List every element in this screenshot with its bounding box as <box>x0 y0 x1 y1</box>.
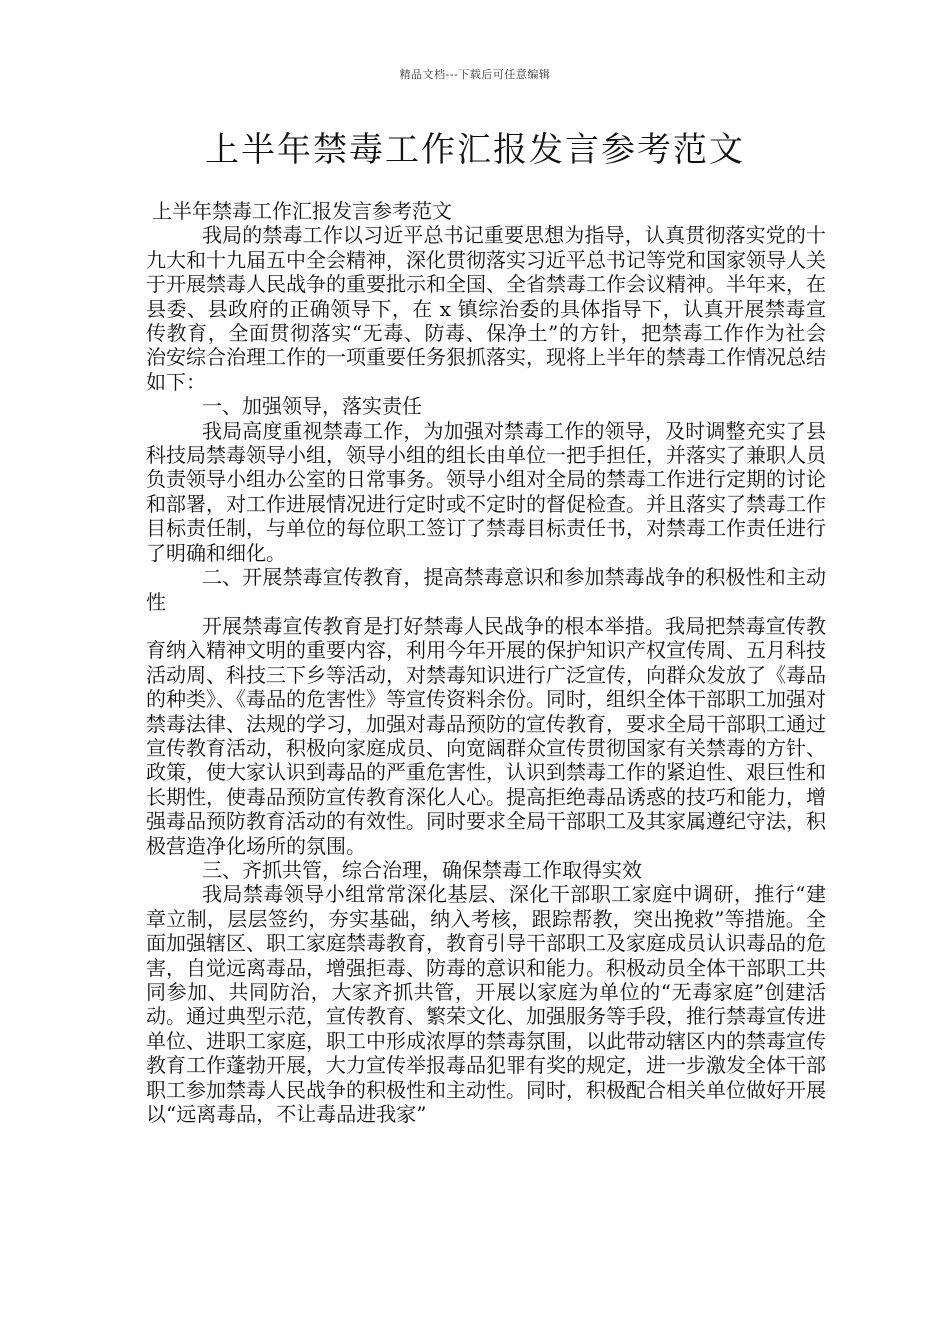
document-body <box>146 199 826 1126</box>
document-title: 上半年禁毒工作汇报发言参考范文 <box>205 130 745 170</box>
section-paragraph-2: 开展禁毒宣传教育是打好禁毒人民战争的根本举措。我局把禁毒宣传教育纳入精神文明的重要内容，利用今年开展的保护知识产权宣传周、五月科技活动周、科技三下乡等活动，对禁毒知识进行广泛宣传，向群众发放了《毒品的种类》、《毒品的危害性》等宣传资料余份。同时，组织全体干部职工加强对禁毒法律、法规的学习，加强对毒品预防的宣传教育，要求全局干部职工通过宣传教育活动，积极向家庭成员、向宽阔群众宣传贯彻国家有关禁毒的方针、政策，使大家认识到毒品的严重危害性，认识到禁毒工作的紧迫性、艰巨性和长期性，使毒品预防宣传教育深化人心。提高拒绝毒品诱惑的技巧和能力，增强毒品预防教育活动的有效性。同时要求全局干部职工及其家属遵纪守法，积极营造净化场所的氛围。 <box>146 613 826 858</box>
subtitle-paragraph: 上半年禁毒工作汇报发言参考范文 <box>152 199 452 223</box>
section-heading-2: 二、开展禁毒宣传教育，提高禁毒意识和参加禁毒战争的积极性和主动性 <box>146 565 826 614</box>
header-note: 精品文档---下载后可任意编辑 <box>399 68 551 81</box>
section-paragraph-1: 我局高度重视禁毒工作，为加强对禁毒工作的领导，及时调整充实了县科技局禁毒领导小组，领导小组的组长由单位一把手担任，并落实了兼职人员负责领导小组办公室的日常事务。领导小组对全局的禁毒工作进行定期的讨论和部署，对工作进展情况进行定时或不定时的督促检查。并且落实了禁毒工作目标责任制，与单位的每位职工签订了禁毒目标责任书，对禁毒工作责任进行了明确和细化。 <box>146 418 826 565</box>
section-heading-3: 三、齐抓共管，综合治理，确保禁毒工作取得实效 <box>202 857 642 882</box>
intro-paragraph: 我局的禁毒工作以习近平总书记重要思想为指导，认真贯彻落实党的十九大和十九届五中全会精神，深化贯彻落实习近平总书记等党和国家领导人关于开展禁毒人民战争的重要批示和全国、全省禁毒工作会议精神。半年来，在县委、县政府的正确领导下，在 x 镇综治委的具体指导下，认真开展禁毒宣传教育，全面贯彻落实“无毒、防毒、保净土”的方针，把禁毒工作作为社会治安综合治理工作的一项重要任务狠抓落实，现将上半年的禁毒工作情况总结如下： <box>146 223 826 394</box>
section-heading-1: 一、加强领导，落实责任 <box>202 394 422 419</box>
section-paragraph-3: 我局禁毒领导小组常常深化基层、深化干部职工家庭中调研，推行“建章立制，层层签约，夯实基础，纳入考核，跟踪帮教，突出挽救”等措施。全面加强辖区、职工家庭禁毒教育，教育引导干部职工及家庭成员认识毒品的危害，自觉远离毒品，增强拒毒、防毒的意识和能力。积极动员全体干部职工共同参加、共同防治，大家齐抓共管，开展以家庭为单位的“无毒家庭”创建活动。通过典型示范，宣传教育、繁荣文化、加强服务等手段，推行禁毒宣传进单位、进职工家庭，职工中形成浓厚的禁毒氛围，以此带动辖区内的禁毒宣传教育工作蓬勃开展，大力宣传举报毒品犯罪有奖的规定，进一步激发全体干部职工参加禁毒人民战争的积极性和主动性。同时，积极配合相关单位做好开展以“远离毒品，不让毒品进我家” <box>146 882 826 1127</box>
